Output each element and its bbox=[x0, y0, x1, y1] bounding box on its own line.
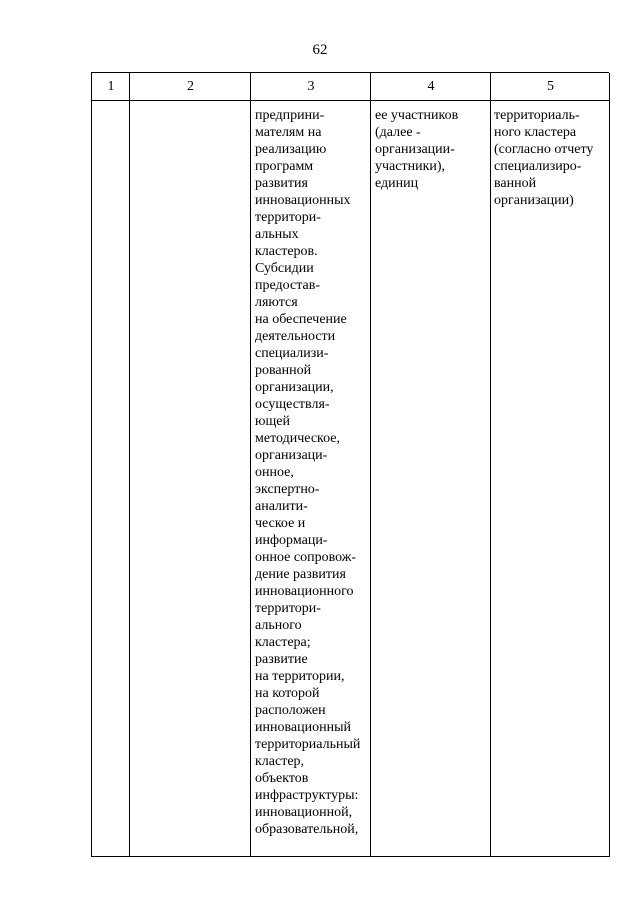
cell-col3-text bbox=[255, 107, 360, 838]
cell-line: ющей bbox=[255, 414, 290, 429]
cell-line: информаци- bbox=[255, 533, 328, 548]
header-divider bbox=[92, 100, 609, 101]
cell-line: на территории, bbox=[255, 669, 345, 684]
cell-line: расположен bbox=[255, 703, 326, 718]
cell-line: организации- bbox=[375, 142, 455, 157]
header-cell-3: 3 bbox=[307, 79, 315, 94]
cell-line: ального bbox=[255, 618, 302, 633]
cell-line: ляются bbox=[255, 295, 298, 310]
cell-line: онное, bbox=[255, 465, 294, 480]
table-bottom-border bbox=[92, 856, 609, 857]
column-1 bbox=[92, 73, 130, 857]
cell-line: на обеспечение bbox=[255, 312, 347, 327]
data-table bbox=[91, 72, 609, 857]
header-cell-1: 1 bbox=[107, 79, 115, 94]
cell-line: методическое, bbox=[255, 431, 341, 446]
cell-line: на которой bbox=[255, 686, 320, 701]
cell-line: деятельности bbox=[255, 329, 336, 344]
cell-line: инновационный bbox=[255, 720, 351, 735]
cell-line: участники), bbox=[375, 159, 446, 174]
cell-line: организаци- bbox=[255, 448, 328, 463]
cell-line: специализи- bbox=[255, 346, 329, 361]
cell-line: объектов bbox=[255, 771, 309, 786]
cell-line: ческое и bbox=[255, 516, 306, 531]
cell-line: территориаль- bbox=[494, 108, 580, 123]
cell-line: развития bbox=[255, 176, 308, 191]
cell-line: ее участников bbox=[375, 108, 459, 123]
cell-line: кластеров. bbox=[255, 244, 318, 259]
cell-line: мателям на bbox=[255, 125, 322, 140]
cell-line: ванной bbox=[494, 176, 537, 191]
cell-line: альных bbox=[255, 227, 299, 242]
cell-col4-text bbox=[375, 107, 458, 192]
cell-line: инновационных bbox=[255, 193, 351, 208]
cell-line: организации, bbox=[255, 380, 334, 395]
cell-line: дение развития bbox=[255, 567, 346, 582]
cell-line: онное сопровож- bbox=[255, 550, 357, 565]
cell-line: (согласно отчету bbox=[494, 142, 594, 157]
cell-line: инфраструктуры: bbox=[255, 788, 359, 803]
header-cell-5: 5 bbox=[547, 79, 554, 94]
cell-line: реализацию bbox=[255, 142, 327, 157]
cell-line: (далее - bbox=[375, 125, 421, 140]
cell-line: развитие bbox=[255, 652, 308, 667]
cell-line: кластера; bbox=[255, 635, 311, 650]
cell-line: предприни- bbox=[255, 108, 325, 123]
cell-line: ного кластера bbox=[494, 125, 577, 140]
cell-line: кластер, bbox=[255, 754, 305, 769]
column-2 bbox=[130, 73, 251, 857]
cell-line: инновационной, bbox=[255, 805, 353, 820]
cell-line: осуществля- bbox=[255, 397, 330, 412]
cell-line: территори- bbox=[255, 210, 321, 225]
page-number: 62 bbox=[312, 42, 328, 58]
cell-line: экспертно- bbox=[255, 482, 320, 497]
cell-line: аналити- bbox=[255, 499, 308, 514]
cell-line: Субсидии bbox=[255, 261, 314, 276]
cell-line: территориальный bbox=[255, 737, 361, 752]
header-cell-2: 2 bbox=[187, 79, 194, 94]
cell-line: рованной bbox=[255, 363, 312, 378]
cell-line: инновационного bbox=[255, 584, 354, 599]
cell-line: территори- bbox=[255, 601, 321, 616]
cell-col5-text bbox=[494, 107, 593, 209]
cell-line: предостав- bbox=[255, 278, 320, 293]
cell-line: образовательной, bbox=[255, 822, 359, 837]
cell-line: единиц bbox=[375, 176, 419, 191]
cell-line: программ bbox=[255, 159, 314, 174]
cell-line: специализиро- bbox=[494, 159, 582, 174]
cell-line: организации) bbox=[494, 193, 574, 208]
header-cell-4: 4 bbox=[427, 79, 435, 94]
